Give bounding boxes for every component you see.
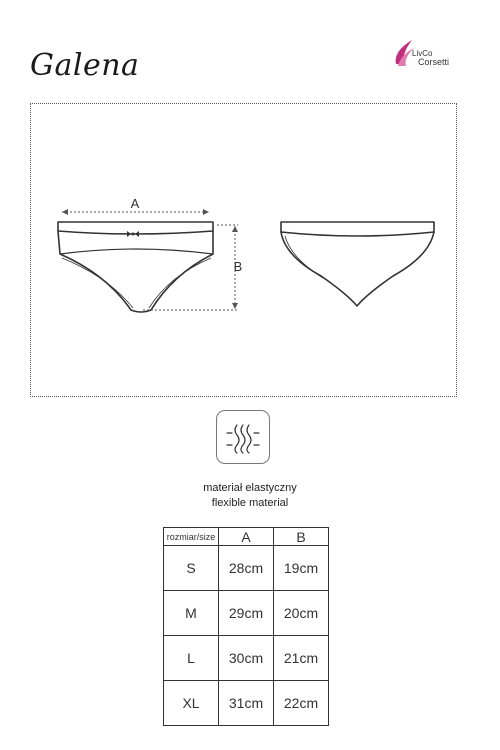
brand-name-line2: Corsetti — [418, 57, 450, 67]
garment-diagram — [31, 104, 458, 398]
bow-icon — [127, 231, 139, 237]
a-column-header: A — [219, 528, 274, 546]
stretch-waves-icon — [217, 411, 269, 463]
size-cell: XL — [164, 681, 219, 726]
size-cell: M — [164, 591, 219, 636]
table-row — [164, 546, 329, 591]
product-title: Galena — [30, 48, 140, 83]
technical-drawing-panel — [30, 103, 457, 397]
feature-label-en: flexible material — [211, 497, 289, 509]
a-cell: 31cm — [219, 681, 274, 726]
brand-name — [412, 50, 449, 66]
size-cell: S — [164, 546, 219, 591]
b-cell: 19cm — [274, 546, 329, 591]
brand-logo — [392, 38, 472, 72]
b-column-header: B — [274, 528, 329, 546]
b-cell: 21cm — [274, 636, 329, 681]
size-table-header — [164, 528, 329, 546]
dimension-b-label: B — [233, 259, 243, 274]
table-row — [164, 636, 329, 681]
brief-back-drawing — [281, 222, 434, 306]
a-cell: 29cm — [219, 591, 274, 636]
feature-icon-box — [216, 410, 270, 464]
size-column-header: rozmiar/size — [164, 528, 219, 546]
feature-label-pl: materiał elastyczny — [203, 482, 297, 494]
table-row — [164, 591, 329, 636]
b-cell: 20cm — [274, 591, 329, 636]
table-row — [164, 681, 329, 726]
size-cell: L — [164, 636, 219, 681]
brand-name-line1: LivCo — [412, 49, 433, 58]
a-cell: 30cm — [219, 636, 274, 681]
b-cell: 22cm — [274, 681, 329, 726]
a-cell: 28cm — [219, 546, 274, 591]
dimension-a-label: A — [130, 196, 140, 211]
brief-front-drawing — [58, 222, 213, 312]
size-table — [163, 527, 329, 726]
